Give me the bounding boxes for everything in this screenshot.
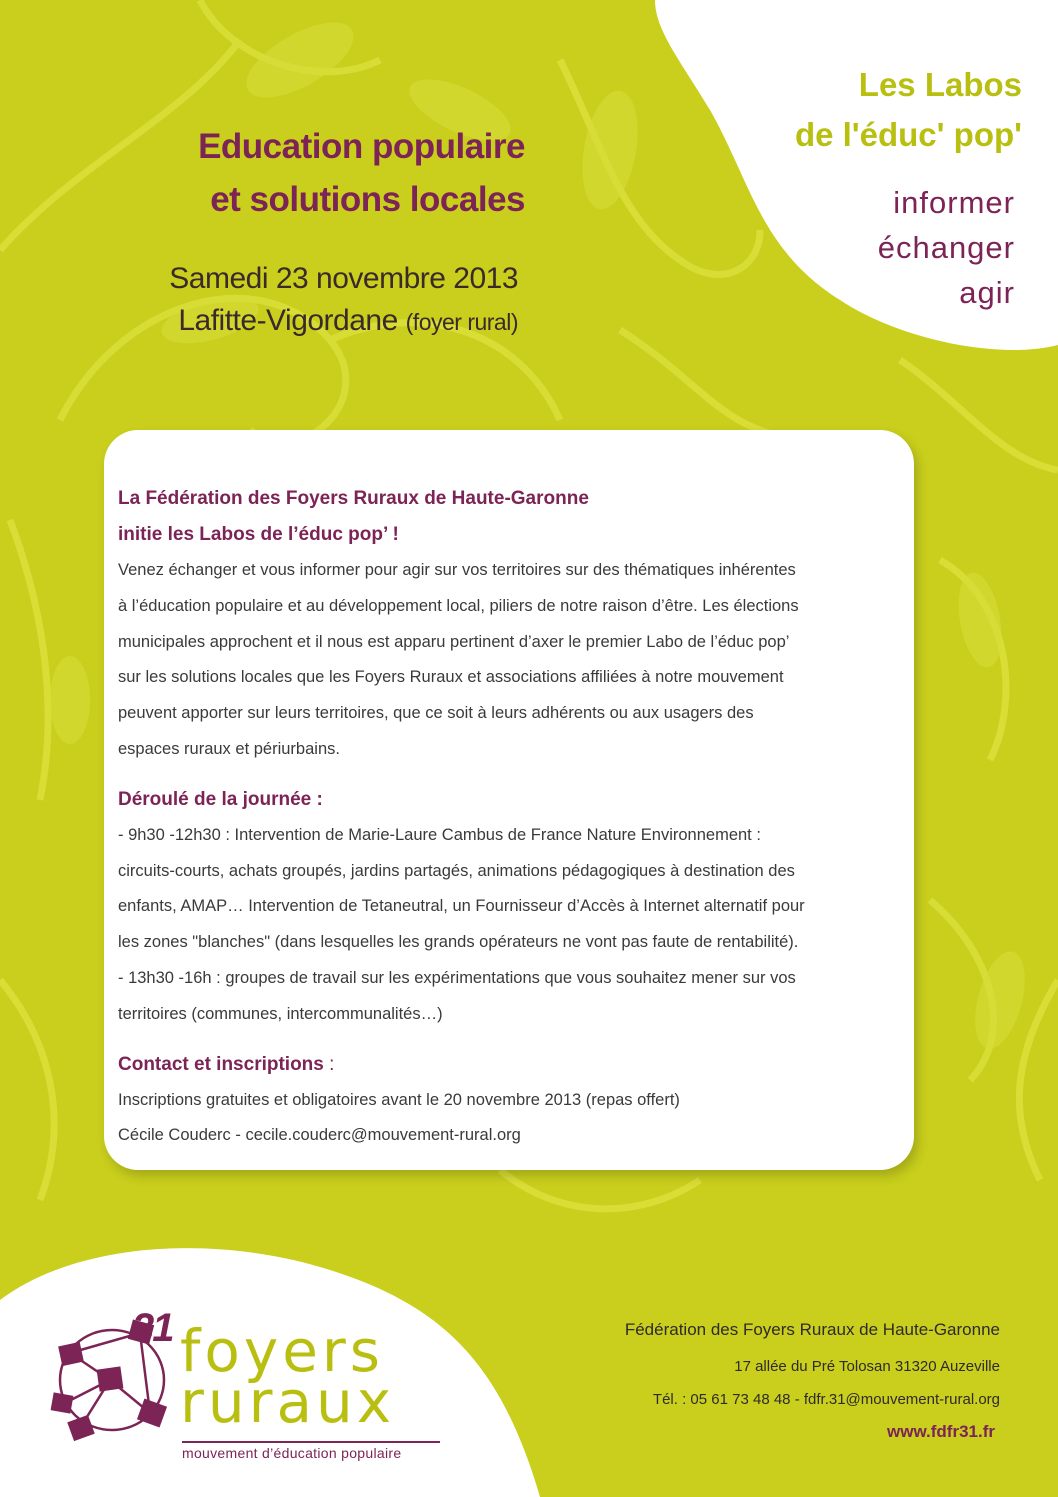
logo-divider: [182, 1441, 440, 1443]
card-heading: [118, 481, 898, 553]
contact-heading-row: [118, 1047, 898, 1083]
intro-line: municipales approchent et il nous est apparu pertinent d’axer le premier Labo de l’éduc pop’: [118, 632, 790, 651]
program-line: circuits-courts, achats groupés, jardins partagés, animations pédagogiques à destination des: [118, 861, 795, 880]
card-heading-line1: La Fédération des Foyers Ruraux de Haute-Garonne: [118, 488, 589, 509]
intro-line: Venez échanger et vous informer pour agir sur vos territoires sur des thématiques inhérentes: [118, 561, 796, 579]
event-place-detail: (foyer rural): [405, 309, 518, 335]
event-place-name: Lafitte-Vigordane: [178, 304, 398, 337]
contact-heading-colon: :: [323, 1053, 335, 1075]
verb-informer: informer: [893, 185, 1015, 220]
labos-title: [700, 60, 1022, 160]
intro-line: peuvent apporter sur leurs territoires, que ce soit à leurs adhérents ou aux usagers des: [118, 704, 754, 723]
footer-contact: [540, 1320, 1000, 1442]
footer-phone-email: Tél. : 05 61 73 48 48 - fdfr.31@mouvement-rural.org: [652, 1391, 1000, 1408]
program-line: enfants, AMAP… Intervention de Tetaneutral, un Fournisseur d’Accès à Internet alternatif pour: [118, 897, 805, 916]
footer-address: 17 allée du Pré Tolosan 31320 Auzeville: [734, 1358, 1000, 1375]
intro-line: sur les solutions locales que les Foyers Ruraux et associations affiliées à notre mouvement: [118, 668, 784, 687]
event-title-line1: Education populaire: [198, 127, 525, 166]
program-list: [118, 818, 898, 1033]
event-place: [90, 300, 518, 343]
event-title-line2: et solutions locales: [210, 180, 525, 219]
program-heading: Déroulé de la journée :: [118, 788, 323, 810]
card-heading-line2: initie les Labos de l’éduc pop’ !: [118, 524, 399, 545]
intro-paragraph: [118, 553, 898, 768]
event-date-place: [90, 258, 518, 343]
verbs-list: [760, 180, 1015, 315]
contact-line: Cécile Couderc - cecile.couderc@mouvement-rural.org: [118, 1126, 521, 1145]
foyers-ruraux-logo: [0, 1240, 540, 1497]
intro-line: espaces ruraux et périurbains.: [118, 739, 340, 758]
program-line: territoires (communes, intercommunalités…): [118, 1004, 443, 1023]
footer-org-name: Fédération des Foyers Ruraux de Haute-Garonne: [624, 1320, 1000, 1339]
program-line: - 13h30 -16h : groupes de travail sur les expérimentations que vous souhaitez mener sur vos: [118, 968, 796, 987]
verb-echanger: échanger: [877, 230, 1015, 265]
logo-tagline: mouvement d’éducation populaire: [182, 1445, 402, 1461]
event-date: Samedi 23 novembre 2013: [169, 262, 518, 295]
info-card-content: [118, 481, 898, 1154]
footer-website-link[interactable]: www.fdfr31.fr: [887, 1422, 995, 1441]
verb-agir: agir: [959, 275, 1015, 310]
labos-title-line1: Les Labos: [858, 66, 1022, 103]
logo-word-ruraux: ruraux: [180, 1368, 396, 1436]
event-title: [105, 120, 525, 226]
logo-word-foyers: foyers: [180, 1317, 384, 1385]
contact-line: Inscriptions gratuites et obligatoires avant le 20 novembre 2013 (repas offert): [118, 1090, 680, 1109]
contact-heading: Contact et inscriptions: [118, 1053, 324, 1075]
logo-number: 31: [132, 1306, 173, 1350]
program-line: les zones "blanches" (dans lesquelles les grands opérateurs ne vont pas faute de rentabilité).: [118, 933, 799, 952]
intro-line: à l’éducation populaire et au développement local, piliers de notre raison d’être. Les élections: [118, 596, 799, 615]
labos-title-line2: de l'éduc' pop': [794, 116, 1022, 153]
contact-list: [118, 1083, 898, 1155]
program-line: - 9h30 -12h30 : Intervention de Marie-Laure Cambus de France Nature Environnement :: [118, 825, 761, 844]
